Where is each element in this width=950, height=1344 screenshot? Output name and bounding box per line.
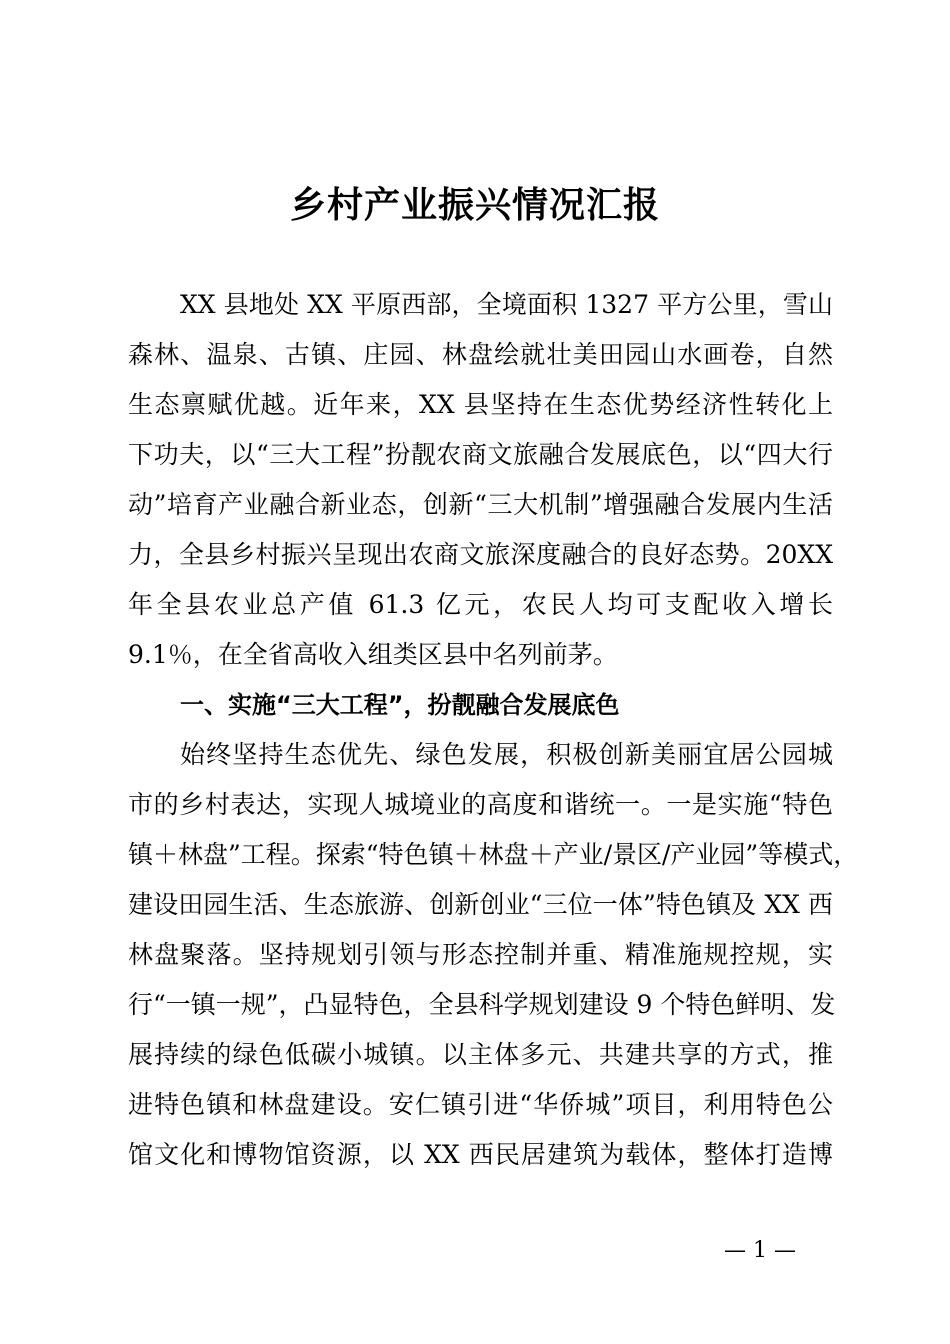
paragraph-intro — [128, 280, 833, 680]
text-line: 行“一镇一规”，凸显特色，全县科学规划建设 9 个特色鲜明、发 — [128, 990, 836, 1019]
text-line: 9.1％，在全省高收入组类区县中名列前茅。 — [128, 640, 618, 669]
text-line: 生态禀赋优越。近年来，XX 县坚持在生态优势经济性转化上 — [128, 390, 833, 419]
text-line: 森林、温泉、古镇、庄园、林盘绘就壮美田园山水画卷，自然 — [128, 340, 833, 369]
text-line: 年全县农业总产值 61.3 亿元，农民人均可支配收入增长 — [128, 590, 833, 619]
text-line: 展持续的绿色低碳小城镇。以主体多元、共建共享的方式，推 — [128, 1040, 833, 1069]
page-number: — 1 — — [724, 1238, 796, 1263]
document-body — [128, 280, 859, 1180]
text-line: 林盘聚落。坚持规划引领与形态控制并重、精准施规控规，实 — [128, 940, 833, 969]
text-line: 始终坚持生态优先、绿色发展，积极创新美丽宜居公园城 — [180, 740, 833, 769]
text-line: 动”培育产业融合新业态，创新“三大机制”增强融合发展内生活 — [128, 490, 833, 519]
text-line: 镇＋林盘”工程。探索“特色镇＋林盘＋产业/景区/产业园”等模式， — [128, 840, 859, 869]
text-line: 馆文化和博物馆资源，以 XX 西民居建筑为载体，整体打造博 — [128, 1140, 833, 1169]
text-line: 下功夫，以“三大工程”扮靓农商文旅融合发展底色，以“四大行 — [128, 440, 833, 469]
paragraph-section1 — [128, 730, 859, 1180]
text-line: XX 县地处 XX 平原西部，全境面积 1327 平方公里，雪山 — [180, 290, 833, 319]
text-line: 建设田园生活、生态旅游、创新创业“三位一体”特色镇及 XX 西 — [128, 890, 833, 919]
text-line: 进特色镇和林盘建设。安仁镇引进“华侨城”项目，利用特色公 — [128, 1090, 833, 1119]
section-heading: 一、实施“三大工程”，扮靓融合发展底色 — [180, 691, 620, 719]
document-title: 乡村产业振兴情况汇报 — [289, 185, 660, 226]
text-line: 市的乡村表达，实现人城境业的高度和谐统一。一是实施“特色 — [128, 790, 833, 819]
text-line: 力，全县乡村振兴呈现出农商文旅深度融合的良好态势。20XX — [128, 540, 833, 569]
